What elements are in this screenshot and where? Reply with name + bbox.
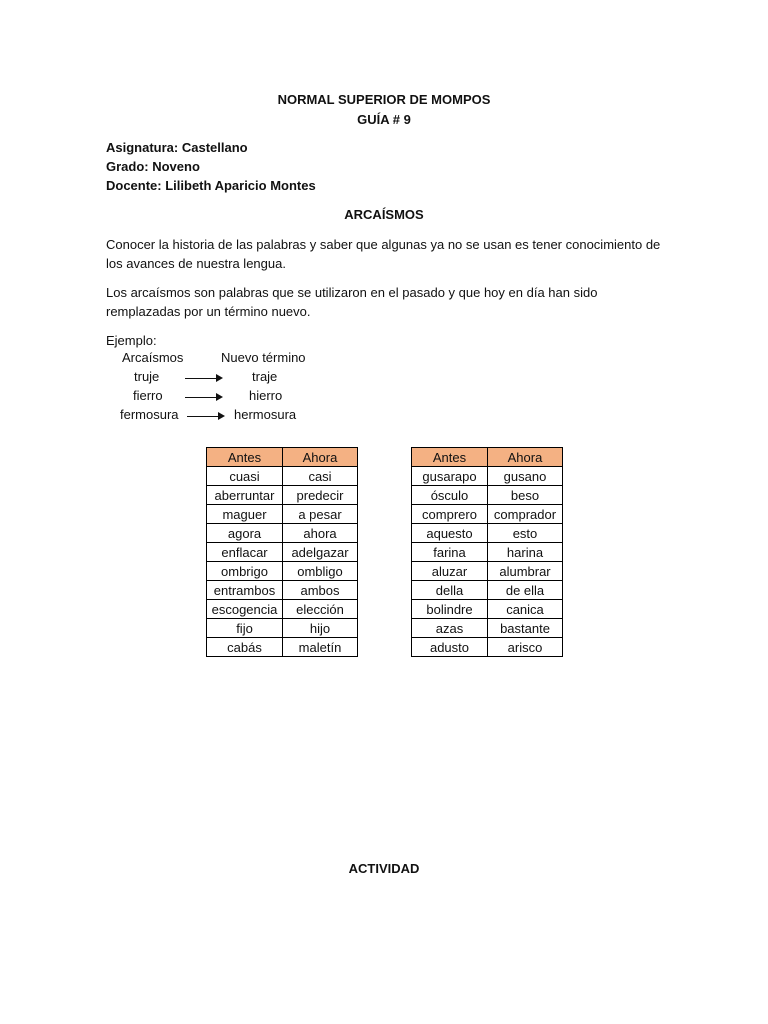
school-name: NORMAL SUPERIOR DE MOMPOS [277,92,491,107]
subject-line: Asignatura: Castellano [106,140,248,155]
cell-antes: agora [207,524,283,543]
example-old-word: fierro [133,388,163,403]
table-header-row [412,448,563,467]
header-antes: Antes [207,448,283,467]
example-old-word: truje [134,369,160,384]
header-ahora: Ahora [488,448,563,467]
cell-antes: farina [412,543,488,562]
cell-antes: entrambos [207,581,283,600]
cell-ahora: de ella [488,581,563,600]
cell-ahora: arisco [488,638,563,657]
table-row [412,562,563,581]
cell-antes: della [412,581,488,600]
table-row [412,619,563,638]
archaisms-table-right [411,447,563,657]
cell-ahora: casi [283,467,358,486]
grade-line: Grado: Noveno [106,159,200,174]
cell-antes: maguer [207,505,283,524]
cell-ahora: predecir [283,486,358,505]
cell-ahora: bastante [488,619,563,638]
table-row [207,543,358,562]
cell-ahora: canica [488,600,563,619]
table-row [207,467,358,486]
table-row [412,638,563,657]
example-new-word: hierro [249,388,283,403]
cell-antes: bolindre [412,600,488,619]
table-row [412,524,563,543]
cell-antes: ombrigo [207,562,283,581]
example-label: Ejemplo: [106,333,157,348]
cell-ahora: hijo [283,619,358,638]
cell-ahora: comprador [488,505,563,524]
table-row [207,524,358,543]
table-row [412,505,563,524]
table-row [207,638,358,657]
cell-antes: aquesto [412,524,488,543]
cell-antes: gusarapo [412,467,488,486]
table-row [412,600,563,619]
cell-ahora: alumbrar [488,562,563,581]
header-ahora: Ahora [283,448,358,467]
cell-ahora: gusano [488,467,563,486]
cell-ahora: ahora [283,524,358,543]
section-title: ARCAÍSMOS [344,207,424,222]
cell-antes: aluzar [412,562,488,581]
table-row [207,600,358,619]
cell-antes: aberruntar [207,486,283,505]
cell-antes: enflacar [207,543,283,562]
teacher-line: Docente: Lilibeth Aparicio Montes [106,178,316,193]
cell-antes: fijo [207,619,283,638]
cell-antes: cuasi [207,467,283,486]
table-row [207,562,358,581]
cell-antes: comprero [412,505,488,524]
table-row [412,581,563,600]
table-row [412,467,563,486]
archaisms-table-left [206,447,358,657]
example-old-word: fermosura [120,407,179,422]
cell-ahora: harina [488,543,563,562]
example-new-word: hermosura [234,407,297,422]
example-new-word: traje [252,369,278,384]
table-row [207,581,358,600]
arrow-icon [185,397,217,398]
activity-title: ACTIVIDAD [348,861,420,876]
cell-ahora: adelgazar [283,543,358,562]
table-row [207,486,358,505]
table-row [412,543,563,562]
cell-ahora: elección [283,600,358,619]
cell-antes: cabás [207,638,283,657]
cell-antes: azas [412,619,488,638]
cell-antes: adusto [412,638,488,657]
table-row [207,505,358,524]
cell-ahora: esto [488,524,563,543]
cell-ahora: ombligo [283,562,358,581]
cell-ahora: a pesar [283,505,358,524]
table-header-row [207,448,358,467]
header-antes: Antes [412,448,488,467]
cell-antes: escogencia [207,600,283,619]
definition-paragraph: Los arcaísmos son palabras que se utilizaron en el pasado y que hoy en día han sido remplazadas por un término nuevo. [106,285,598,319]
cell-ahora: ambos [283,581,358,600]
arrow-icon [187,416,219,417]
cell-ahora: beso [488,486,563,505]
cell-antes: ósculo [412,486,488,505]
arrow-icon [185,378,217,379]
guide-number: GUÍA # 9 [357,112,411,127]
example-col-new: Nuevo término [221,350,306,365]
cell-ahora: maletín [283,638,358,657]
table-row [207,619,358,638]
example-col-old: Arcaísmos [122,350,184,365]
table-row [412,486,563,505]
intro-paragraph: Conocer la historia de las palabras y saber que algunas ya no se usan es tener conocimiento de los avances de nuestra lengua. [106,237,661,271]
